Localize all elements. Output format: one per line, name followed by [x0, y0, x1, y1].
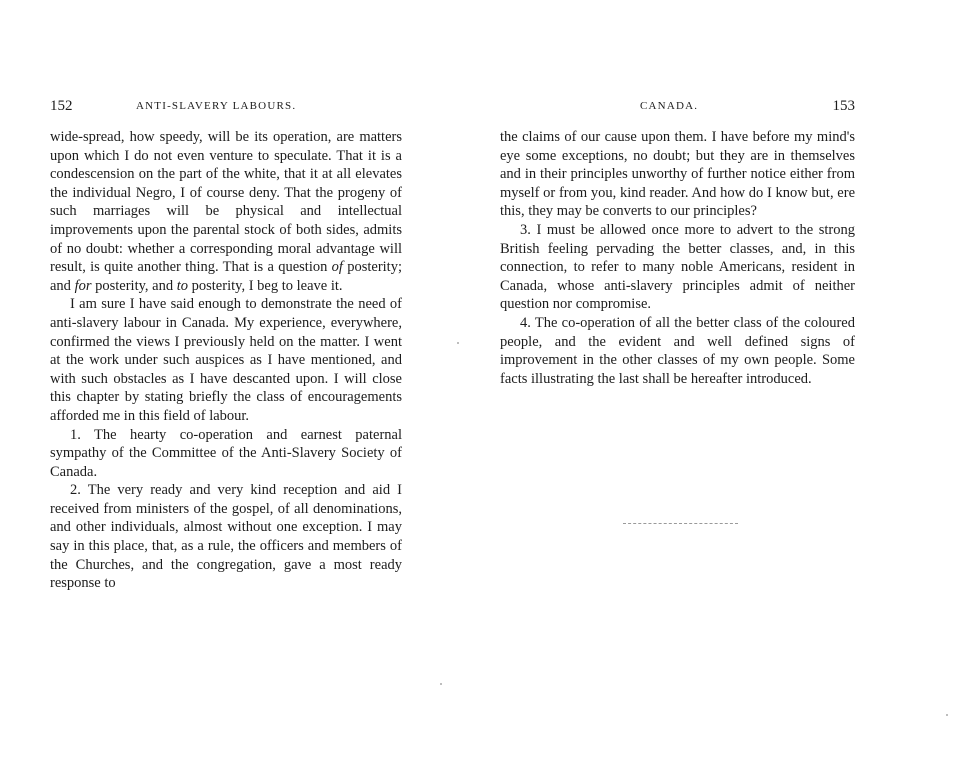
- page-number: 153: [832, 98, 855, 114]
- paragraph: the claims of our cause upon them. I have before my mind's eye some exceptions, no doubt; but they are in themselves and in their principles unworthy of further notice either from myself or from you, kind reader. And how do I know but, ere this, they may be converts to our principles?: [500, 129, 855, 220]
- running-title: ANTI-SLAVERY LABOURS.: [136, 100, 297, 112]
- left-running-head: [50, 96, 402, 116]
- text-run: posterity, and: [91, 277, 177, 294]
- paragraph: 3. I must be allowed once more to advert to the strong British feeling pervading the better classes, and, in this connection, to refer to many noble Americans, resident in Canada, whose anti-slavery principles admit of neither question nor compromise.: [500, 221, 855, 313]
- paragraph: 1. The hearty co-operation and earnest paternal sympathy of the Committee of the Anti-Slavery Society of Canada.: [50, 426, 402, 480]
- italic-word: to: [176, 277, 189, 294]
- print-speck: [457, 342, 459, 344]
- right-body-text: [500, 128, 855, 388]
- running-title: CANADA.: [640, 100, 699, 112]
- right-running-head: [500, 96, 855, 116]
- paragraph: I am sure I have said enough to demonstrate the need of anti-slavery labour in Canada. My experience, everywhere, confirmed the views I previously held on the matter. I went at the work under such auspices as I have mentioned, and with such obstacles as I have descanted upon. I will close this chapter by stating briefly the class of encouragements afforded me in this field of labour.: [50, 296, 402, 424]
- paragraph: [50, 128, 402, 295]
- text-run: posterity; and: [50, 259, 402, 294]
- paragraph: 2. The very ready and very kind reception and aid I received from ministers of the gospel, of all denominations, and other individuals, almost without one exception. I may say in this place, that, as a rule, the officers and members of the Churches, and the congregation, gave a most ready response to: [50, 482, 402, 592]
- paragraph: 4. The co-operation of all the better class of the coloured people, and the evident and well defined signs of improvement in the other classes of my own people. Some facts illustrating the last shall be hereafter introduced.: [500, 314, 855, 387]
- section-end-rule: [623, 523, 738, 525]
- print-speck: [946, 714, 948, 716]
- text-run: wide-spread, how speedy, will be its operation, are matters upon which I do not even venture to speculate. That it is a condescension on the part of the white, that it at all elevates the individual Negro, I of course deny. That the progeny of such marriages will be physical and intellectual improvements upon the parental stock of both sides, admits of no doubt: whether a corresponding moral advantage will result, is quite another thing. That is a question: [50, 129, 402, 276]
- left-body-text: [50, 128, 402, 593]
- text-run: posterity, I beg to leave it.: [188, 277, 343, 294]
- italic-word: for: [74, 277, 92, 294]
- italic-word: of: [331, 259, 343, 276]
- page-number: 152: [50, 98, 73, 114]
- print-speck: [440, 683, 442, 685]
